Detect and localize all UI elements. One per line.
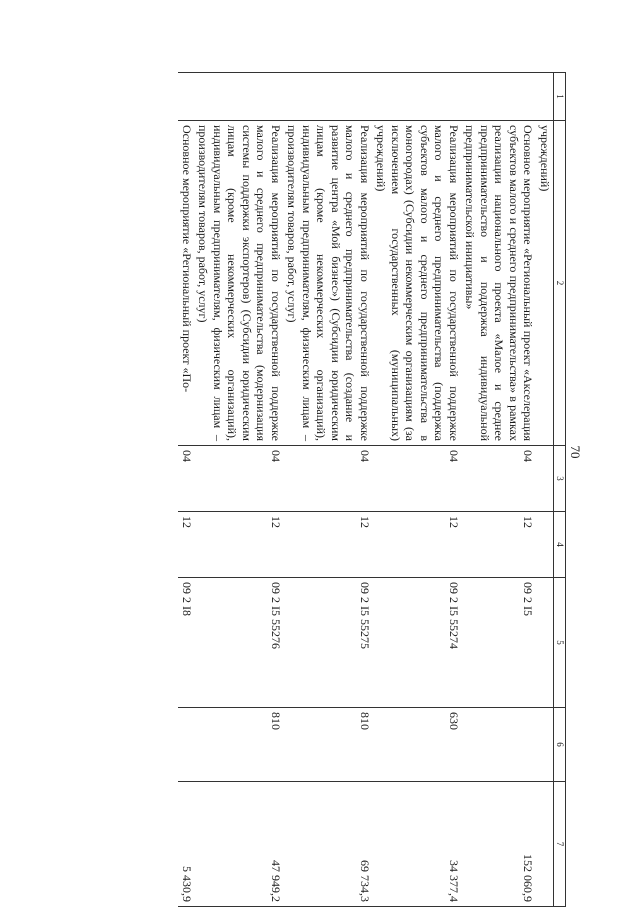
cell-amount: 47 949,2	[195, 782, 284, 907]
cell-target-article	[537, 578, 554, 708]
column-number-2: 2	[554, 121, 566, 446]
cell-col1	[462, 73, 537, 121]
cell-target-article: 09 2 I5	[462, 578, 537, 708]
column-number-5: 5	[554, 578, 566, 708]
cell-amount: 152 060,9	[462, 782, 537, 907]
cell-section: 04	[373, 446, 462, 512]
cell-amount	[537, 782, 554, 907]
cell-expense-type: 810	[195, 708, 284, 782]
rotated-table-wrapper	[48, 72, 566, 906]
table-row	[462, 73, 537, 907]
table-row	[195, 73, 284, 907]
cell-target-article: 09 2 I5 55274	[373, 578, 462, 708]
cell-section: 04	[179, 446, 196, 512]
cell-expense-type: 630	[373, 708, 462, 782]
cell-subsection: 12	[179, 512, 196, 578]
table-row	[537, 73, 554, 907]
cell-col1	[195, 73, 284, 121]
cell-expense-type	[537, 708, 554, 782]
cell-amount: 69 734,3	[284, 782, 373, 907]
cell-subsection: 12	[462, 512, 537, 578]
cell-subsection: 12	[373, 512, 462, 578]
cell-target-article: 09 2 I5 55275	[284, 578, 373, 708]
budget-table	[179, 72, 567, 907]
cell-col1	[284, 73, 373, 121]
column-number-4: 4	[554, 512, 566, 578]
column-number-row	[554, 73, 566, 907]
cell-col1	[373, 73, 462, 121]
cell-subsection: 12	[284, 512, 373, 578]
cell-name: Основное мероприятие «Региональный проект «Акселерация субъектов малого и среднего предпринимательства» в рамках реализации национального проекта «Малое и среднее предпринимательство и поддержка индивидуальной предпринимательской инициативы»	[462, 121, 537, 446]
column-number-3: 3	[554, 446, 566, 512]
page-number: 70	[568, 445, 583, 459]
cell-name: Основное мероприятие «Региональный проект «По-	[179, 121, 196, 446]
table-row	[179, 73, 196, 907]
column-number-1: 1	[554, 73, 566, 121]
cell-name: Реализация мероприятий по государственной поддержке малого и среднего предпринимательства (создание и развитие центра «Мой бизнес») (Субсидии юридическим лицам (кроме некоммерческих организаций), индивидуальным предпринимателям, физическим лицам – производителям товаров, работ, услуг)	[284, 121, 373, 446]
column-number-7: 7	[554, 782, 566, 907]
cell-target-article: 09 2 I5 55276	[195, 578, 284, 708]
cell-name: Реализация мероприятий по государственной поддержке малого и среднего предпринимательства (модернизация системы поддержки экспортеров) (Субсидии юридическим лицам (кроме некоммерческих организаций), индивидуальным предпринимателям, физическим лицам – производителям товаров, работ, услуг)	[195, 121, 284, 446]
cell-name: Реализация мероприятий по государственной поддержке малого и среднего предпринимательства (поддержка субъектов малого и среднего предпринимательства в моногородах) (Субсидии некоммерческим организациям (за исключением государственных (муниципальных) учреждений)	[373, 121, 462, 446]
table-row	[284, 73, 373, 907]
cell-col1	[179, 73, 196, 121]
cell-amount: 5 430,9	[179, 782, 196, 907]
cell-expense-type	[179, 708, 196, 782]
cell-subsection: 12	[195, 512, 284, 578]
cell-section: 04	[284, 446, 373, 512]
table-row	[373, 73, 462, 907]
cell-target-article: 09 2 I8	[179, 578, 196, 708]
column-number-6: 6	[554, 708, 566, 782]
cell-expense-type: 810	[284, 708, 373, 782]
cell-subsection	[537, 512, 554, 578]
cell-expense-type	[462, 708, 537, 782]
cell-section: 04	[462, 446, 537, 512]
cell-section	[537, 446, 554, 512]
cell-amount: 34 377,4	[373, 782, 462, 907]
cell-name: учреждений)	[537, 121, 554, 446]
cell-col1	[537, 73, 554, 121]
cell-section: 04	[195, 446, 284, 512]
